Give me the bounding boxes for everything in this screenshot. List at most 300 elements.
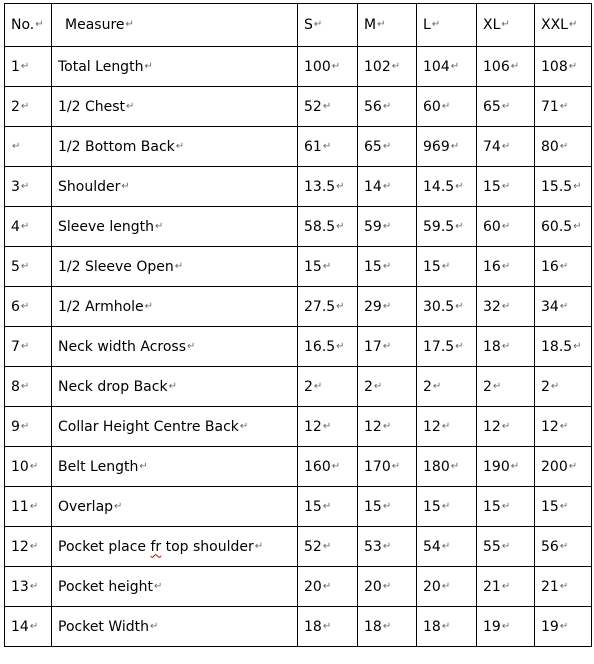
paragraph-mark-icon: ↵ <box>20 380 30 392</box>
measure-value: 18 <box>483 338 501 355</box>
measure-value: 60 <box>423 98 441 115</box>
measure-name-flagged-word: fr <box>150 538 162 555</box>
paragraph-mark-icon: ↵ <box>254 540 264 552</box>
paragraph-mark-icon: ↵ <box>29 620 39 632</box>
value-cell-l <box>417 47 477 87</box>
value-cell-m <box>358 567 417 607</box>
paragraph-mark-icon: ↵ <box>29 580 39 592</box>
paragraph-mark-icon: ↵ <box>559 540 569 552</box>
table-row <box>5 47 592 87</box>
value-cell-m <box>358 367 417 407</box>
paragraph-mark-icon: ↵ <box>382 260 392 272</box>
paragraph-mark-icon: ↵ <box>510 60 520 72</box>
paragraph-mark-icon: ↵ <box>391 460 401 472</box>
paragraph-mark-icon: ↵ <box>501 420 511 432</box>
measure-value: 21 <box>483 578 501 595</box>
value-cell-s <box>298 447 358 487</box>
row-number-cell <box>5 607 52 647</box>
value-cell-m <box>358 127 417 167</box>
value-cell-xxl <box>535 527 592 567</box>
value-cell-m <box>358 287 417 327</box>
paragraph-mark-icon: ↵ <box>501 140 511 152</box>
table-row <box>5 247 592 287</box>
paragraph-mark-icon: ↵ <box>174 260 184 272</box>
value-cell-xxl <box>535 567 592 607</box>
paragraph-mark-icon: ↵ <box>154 580 163 592</box>
value-cell-s <box>298 287 358 327</box>
measure-name: Collar Height Centre Back <box>58 418 239 435</box>
paragraph-mark-icon: ↵ <box>441 100 451 112</box>
measure-cell <box>52 607 298 647</box>
value-cell-s <box>298 487 358 527</box>
table-row <box>5 607 592 647</box>
row-number: 1 <box>11 58 20 75</box>
measure-value: 15 <box>364 498 382 515</box>
value-cell-xl <box>477 167 535 207</box>
header-cell-l <box>417 4 477 47</box>
row-number-cell <box>5 447 52 487</box>
header-text: S <box>304 17 313 33</box>
row-number-cell <box>5 127 52 167</box>
measure-value: 29 <box>364 298 382 315</box>
row-number: 2 <box>11 98 20 115</box>
paragraph-mark-icon: ↵ <box>501 19 510 30</box>
paragraph-mark-icon: ↵ <box>382 620 392 632</box>
header-text: Measure <box>65 17 125 33</box>
row-number: 10 <box>11 458 29 475</box>
measure-value: 12 <box>483 418 501 435</box>
row-number-cell <box>5 527 52 567</box>
paragraph-mark-icon: ↵ <box>492 380 502 392</box>
table-body <box>5 4 592 647</box>
value-cell-l <box>417 87 477 127</box>
paragraph-mark-icon: ↵ <box>322 420 332 432</box>
measure-cell <box>52 567 298 607</box>
paragraph-mark-icon: ↵ <box>431 19 441 30</box>
measure-value: 56 <box>364 98 382 115</box>
measure-value: 2 <box>304 378 313 395</box>
paragraph-mark-icon: ↵ <box>20 100 30 112</box>
paragraph-mark-icon: ↵ <box>322 140 332 152</box>
paragraph-mark-icon: ↵ <box>20 180 30 192</box>
measure-value: 160 <box>304 458 331 475</box>
paragraph-mark-icon: ↵ <box>125 19 134 30</box>
measure-value: 15 <box>304 498 322 515</box>
paragraph-mark-icon: ↵ <box>12 140 21 152</box>
value-cell-m <box>358 407 417 447</box>
value-cell-l <box>417 487 477 527</box>
measure-value: 65 <box>483 98 501 115</box>
row-number-cell <box>5 47 52 87</box>
paragraph-mark-icon: ↵ <box>550 380 560 392</box>
paragraph-mark-icon: ↵ <box>559 100 569 112</box>
measure-value: 53 <box>364 538 382 555</box>
paragraph-mark-icon: ↵ <box>29 540 39 552</box>
paragraph-mark-icon: ↵ <box>568 460 578 472</box>
measure-value: 104 <box>423 58 450 75</box>
paragraph-mark-icon: ↵ <box>441 580 451 592</box>
paragraph-mark-icon: ↵ <box>322 580 332 592</box>
value-cell-l <box>417 247 477 287</box>
measure-name-part: top shoulder <box>161 538 254 555</box>
row-number: 12 <box>11 538 29 555</box>
measure-value: 969 <box>423 138 450 155</box>
value-cell-m <box>358 487 417 527</box>
measure-value: 32 <box>483 298 501 315</box>
row-number: 4 <box>11 218 20 235</box>
value-cell-xl <box>477 407 535 447</box>
value-cell-m <box>358 207 417 247</box>
measure-value: 18 <box>364 618 382 635</box>
header-text: XL <box>483 17 501 33</box>
measure-value: 80 <box>541 138 559 155</box>
paragraph-mark-icon: ↵ <box>20 220 30 232</box>
measure-value: 106 <box>483 58 510 75</box>
measure-value: 74 <box>483 138 501 155</box>
value-cell-xxl <box>535 447 592 487</box>
measure-value: 102 <box>364 58 391 75</box>
paragraph-mark-icon: ↵ <box>336 220 345 232</box>
paragraph-mark-icon: ↵ <box>144 60 153 72</box>
paragraph-mark-icon: ↵ <box>20 60 30 72</box>
paragraph-mark-icon: ↵ <box>382 100 392 112</box>
row-number-cell <box>5 407 52 447</box>
measure-value: 15 <box>423 498 441 515</box>
measure-name-part: Pocket place <box>58 538 151 555</box>
measure-value: 170 <box>364 458 391 475</box>
paragraph-mark-icon: ↵ <box>377 19 386 30</box>
value-cell-m <box>358 247 417 287</box>
paragraph-mark-icon: ↵ <box>336 180 345 192</box>
paragraph-mark-icon: ↵ <box>559 580 569 592</box>
measure-name: 1/2 Armhole <box>58 298 144 315</box>
value-cell-s <box>298 367 358 407</box>
value-cell-xl <box>477 447 535 487</box>
paragraph-mark-icon: ↵ <box>501 340 511 352</box>
measure-value: 65 <box>364 138 382 155</box>
paragraph-mark-icon: ↵ <box>331 60 341 72</box>
measure-cell <box>52 127 298 167</box>
paragraph-mark-icon: ↵ <box>336 340 345 352</box>
value-cell-l <box>417 527 477 567</box>
table-row <box>5 447 592 487</box>
value-cell-s <box>298 167 358 207</box>
paragraph-mark-icon: ↵ <box>382 180 392 192</box>
measure-value: 52 <box>304 538 322 555</box>
value-cell-xxl <box>535 47 592 87</box>
paragraph-mark-icon: ↵ <box>313 19 323 30</box>
paragraph-mark-icon: ↵ <box>559 140 569 152</box>
measure-value: 16 <box>483 258 501 275</box>
measure-value: 17 <box>364 338 382 355</box>
row-number-cell <box>5 87 52 127</box>
paragraph-mark-icon: ↵ <box>322 100 332 112</box>
measure-cell <box>52 447 298 487</box>
measure-value: 15.5 <box>541 178 573 195</box>
value-cell-s <box>298 247 358 287</box>
paragraph-mark-icon: ↵ <box>441 500 451 512</box>
value-cell-l <box>417 607 477 647</box>
value-cell-xxl <box>535 487 592 527</box>
value-cell-s <box>298 567 358 607</box>
measure-cell <box>52 367 298 407</box>
measure-value: 108 <box>541 58 568 75</box>
value-cell-s <box>298 47 358 87</box>
measure-name: Pocket Width <box>58 618 150 635</box>
measure-value: 34 <box>541 298 559 315</box>
measure-value: 12 <box>541 418 559 435</box>
table-row <box>5 567 592 607</box>
paragraph-mark-icon: ↵ <box>501 300 511 312</box>
row-number: 3 <box>11 178 20 195</box>
header-text: XXL <box>541 17 568 33</box>
measure-cell <box>52 527 298 567</box>
value-cell-xl <box>477 87 535 127</box>
header-cell-m <box>358 4 417 47</box>
value-cell-xl <box>477 567 535 607</box>
measure-name: Shoulder <box>58 178 121 195</box>
paragraph-mark-icon: ↵ <box>455 300 464 312</box>
paragraph-mark-icon: ↵ <box>150 620 159 632</box>
value-cell-l <box>417 167 477 207</box>
measure-value: 15 <box>483 498 501 515</box>
measure-value: 27.5 <box>304 298 336 315</box>
measure-value: 2 <box>364 378 373 395</box>
row-number-cell <box>5 167 52 207</box>
value-cell-l <box>417 567 477 607</box>
measure-name: Neck drop Back <box>58 378 168 395</box>
paragraph-mark-icon: ↵ <box>501 500 511 512</box>
paragraph-mark-icon: ↵ <box>322 500 332 512</box>
value-cell-xxl <box>535 247 592 287</box>
header-text: No. <box>11 17 35 33</box>
paragraph-mark-icon: ↵ <box>139 460 148 472</box>
paragraph-mark-icon: ↵ <box>20 300 30 312</box>
value-cell-xl <box>477 247 535 287</box>
measure-value: 16 <box>541 258 559 275</box>
measure-name: Belt Length <box>58 458 139 475</box>
measure-value: 18 <box>423 618 441 635</box>
table-row <box>5 287 592 327</box>
measure-value: 100 <box>304 58 331 75</box>
row-number-cell <box>5 367 52 407</box>
table-row <box>5 87 592 127</box>
value-cell-l <box>417 367 477 407</box>
measure-cell <box>52 167 298 207</box>
paragraph-mark-icon: ↵ <box>175 140 185 152</box>
row-number: 9 <box>11 418 20 435</box>
value-cell-xl <box>477 287 535 327</box>
paragraph-mark-icon: ↵ <box>322 620 332 632</box>
measure-value: 15 <box>483 178 501 195</box>
paragraph-mark-icon: ↵ <box>239 420 249 432</box>
paragraph-mark-icon: ↵ <box>168 380 177 392</box>
value-cell-xl <box>477 367 535 407</box>
measure-value: 13.5 <box>304 178 336 195</box>
paragraph-mark-icon: ↵ <box>450 140 460 152</box>
value-cell-xxl <box>535 87 592 127</box>
measure-name: 1/2 Sleeve Open <box>58 258 174 275</box>
measure-value: 17.5 <box>423 338 455 355</box>
paragraph-mark-icon: ↵ <box>382 340 392 352</box>
value-cell-m <box>358 327 417 367</box>
paragraph-mark-icon: ↵ <box>336 300 345 312</box>
value-cell-s <box>298 327 358 367</box>
table-row <box>5 167 592 207</box>
row-number: 13 <box>11 578 29 595</box>
value-cell-xxl <box>535 607 592 647</box>
measure-value: 59.5 <box>423 218 455 235</box>
paragraph-mark-icon: ↵ <box>126 100 135 112</box>
measure-cell <box>52 207 298 247</box>
measure-value: 200 <box>541 458 568 475</box>
paragraph-mark-icon: ↵ <box>559 420 569 432</box>
value-cell-xxl <box>535 207 592 247</box>
paragraph-mark-icon: ↵ <box>144 300 154 312</box>
paragraph-mark-icon: ↵ <box>20 340 30 352</box>
row-number: 7 <box>11 338 20 355</box>
paragraph-mark-icon: ↵ <box>391 60 401 72</box>
header-cell-no <box>5 4 52 47</box>
paragraph-mark-icon: ↵ <box>382 300 392 312</box>
row-number-cell <box>5 567 52 607</box>
paragraph-mark-icon: ↵ <box>313 380 323 392</box>
measure-name: Pocket height <box>58 578 153 595</box>
paragraph-mark-icon: ↵ <box>501 100 511 112</box>
measure-value: 190 <box>483 458 510 475</box>
value-cell-l <box>417 407 477 447</box>
row-number: 6 <box>11 298 20 315</box>
paragraph-mark-icon: ↵ <box>29 460 39 472</box>
table-row <box>5 527 592 567</box>
value-cell-s <box>298 207 358 247</box>
value-cell-l <box>417 127 477 167</box>
paragraph-mark-icon: ↵ <box>501 580 511 592</box>
paragraph-mark-icon: ↵ <box>432 380 442 392</box>
measure-value: 12 <box>304 418 322 435</box>
value-cell-xl <box>477 47 535 87</box>
measure-value: 30.5 <box>423 298 455 315</box>
value-cell-l <box>417 447 477 487</box>
paragraph-mark-icon: ↵ <box>501 180 511 192</box>
value-cell-xxl <box>535 367 592 407</box>
value-cell-xl <box>477 327 535 367</box>
value-cell-m <box>358 87 417 127</box>
paragraph-mark-icon: ↵ <box>35 19 44 30</box>
header-text: L <box>423 17 431 33</box>
measure-cell <box>52 287 298 327</box>
paragraph-mark-icon: ↵ <box>501 540 511 552</box>
value-cell-l <box>417 287 477 327</box>
measure-value: 60.5 <box>541 218 573 235</box>
measure-value: 12 <box>423 418 441 435</box>
measure-value: 19 <box>483 618 501 635</box>
row-number-cell <box>5 207 52 247</box>
measure-value: 61 <box>304 138 322 155</box>
measure-value: 52 <box>304 98 322 115</box>
row-number: 14 <box>11 618 29 635</box>
row-number-cell <box>5 487 52 527</box>
paragraph-mark-icon: ↵ <box>382 140 392 152</box>
size-measurement-table <box>4 3 592 647</box>
paragraph-mark-icon: ↵ <box>187 340 196 352</box>
measure-value: 20 <box>423 578 441 595</box>
measure-name: Sleeve length <box>58 218 154 235</box>
measure-cell <box>52 327 298 367</box>
header-cell-s <box>298 4 358 47</box>
paragraph-mark-icon: ↵ <box>441 420 451 432</box>
paragraph-mark-icon: ↵ <box>331 460 341 472</box>
measure-value: 59 <box>364 218 382 235</box>
measure-cell <box>52 407 298 447</box>
paragraph-mark-icon: ↵ <box>573 220 582 232</box>
measure-value: 12 <box>364 418 382 435</box>
value-cell-xl <box>477 487 535 527</box>
paragraph-mark-icon: ↵ <box>382 420 392 432</box>
table-row <box>5 127 592 167</box>
header-cell-measure <box>52 4 298 47</box>
paragraph-mark-icon: ↵ <box>455 220 464 232</box>
value-cell-s <box>298 527 358 567</box>
measure-name: Neck width Across <box>58 338 187 355</box>
measure-value: 2 <box>541 378 550 395</box>
measure-value: 16.5 <box>304 338 336 355</box>
measure-value: 15 <box>541 498 559 515</box>
measure-value: 14.5 <box>423 178 455 195</box>
value-cell-xl <box>477 207 535 247</box>
measure-cell <box>52 487 298 527</box>
measure-cell <box>52 47 298 87</box>
value-cell-m <box>358 47 417 87</box>
paragraph-mark-icon: ↵ <box>573 340 582 352</box>
measure-cell <box>52 87 298 127</box>
paragraph-mark-icon: ↵ <box>382 500 392 512</box>
paragraph-mark-icon: ↵ <box>382 220 392 232</box>
paragraph-mark-icon: ↵ <box>382 540 392 552</box>
row-number-cell <box>5 287 52 327</box>
table-row <box>5 407 592 447</box>
row-number: 11 <box>11 498 29 515</box>
header-text: M <box>364 17 377 33</box>
measure-cell <box>52 247 298 287</box>
paragraph-mark-icon: ↵ <box>322 260 332 272</box>
paragraph-mark-icon: ↵ <box>441 620 451 632</box>
measure-value: 2 <box>483 378 492 395</box>
value-cell-s <box>298 407 358 447</box>
measure-value: 14 <box>364 178 382 195</box>
value-cell-xxl <box>535 167 592 207</box>
paragraph-mark-icon: ↵ <box>20 420 30 432</box>
measure-name: 1/2 Bottom Back <box>58 138 175 155</box>
paragraph-mark-icon: ↵ <box>373 380 383 392</box>
paragraph-mark-icon: ↵ <box>441 540 451 552</box>
measure-value: 2 <box>423 378 432 395</box>
paragraph-mark-icon: ↵ <box>510 460 520 472</box>
paragraph-mark-icon: ↵ <box>559 300 569 312</box>
paragraph-mark-icon: ↵ <box>450 60 460 72</box>
value-cell-m <box>358 447 417 487</box>
table-row <box>5 367 592 407</box>
paragraph-mark-icon: ↵ <box>568 60 578 72</box>
row-number-cell <box>5 327 52 367</box>
table-row <box>5 487 592 527</box>
value-cell-l <box>417 327 477 367</box>
measure-value: 21 <box>541 578 559 595</box>
measure-name: Overlap <box>58 498 114 515</box>
value-cell-m <box>358 607 417 647</box>
value-cell-xxl <box>535 327 592 367</box>
measure-value: 19 <box>541 618 559 635</box>
